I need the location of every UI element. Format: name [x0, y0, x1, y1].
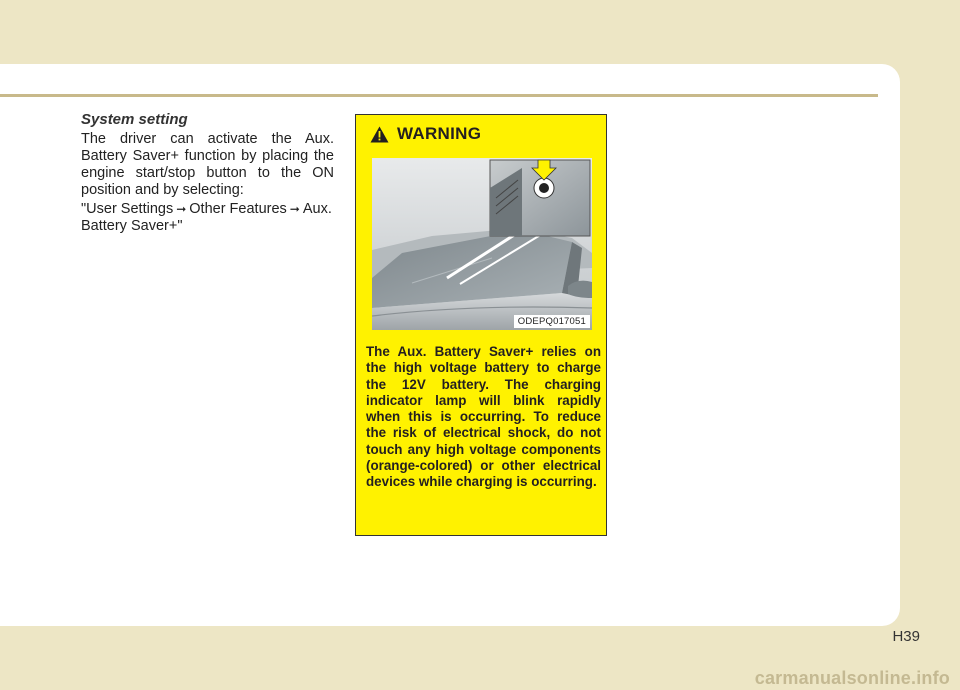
arrow-right-icon: ➞ — [289, 202, 300, 216]
warning-box — [355, 114, 607, 536]
menu-path-step-1: User Settings — [86, 201, 174, 217]
car-windshield-illustration — [372, 158, 592, 330]
open-quote: " — [81, 201, 87, 217]
close-quote: " — [177, 218, 183, 234]
settings-menu-path — [81, 201, 334, 235]
page-number: H39 — [892, 628, 920, 645]
warning-header — [370, 124, 481, 144]
watermark: carmanualsonline.info — [754, 668, 950, 688]
warning-triangle-icon — [370, 126, 389, 143]
figure-code: ODEPQ017051 — [514, 315, 590, 328]
section-body-text: The driver can activate the Aux. Battery Saver+ function by placing the engine start/stop button to the ON position and by selecting: — [81, 131, 334, 198]
warning-text: The Aux. Battery Saver+ relies on the high voltage battery to charge the 12V battery. The charging indicator lamp will blink rapidly when this is occurring. To reduce the risk of electrical shock, do not touch any high voltage components (orange-colored) or other electrical devices while charging is occurring. — [366, 344, 601, 490]
menu-path-step-2: Other Features — [189, 201, 287, 217]
section-heading: System setting — [81, 111, 188, 128]
arrow-right-icon: ➞ — [176, 202, 187, 216]
menu-path-step-3: Aux. Battery Saver+ — [81, 201, 332, 234]
warning-title: WARNING — [397, 124, 482, 143]
header-rule — [0, 94, 878, 97]
car-illustration — [372, 158, 592, 330]
